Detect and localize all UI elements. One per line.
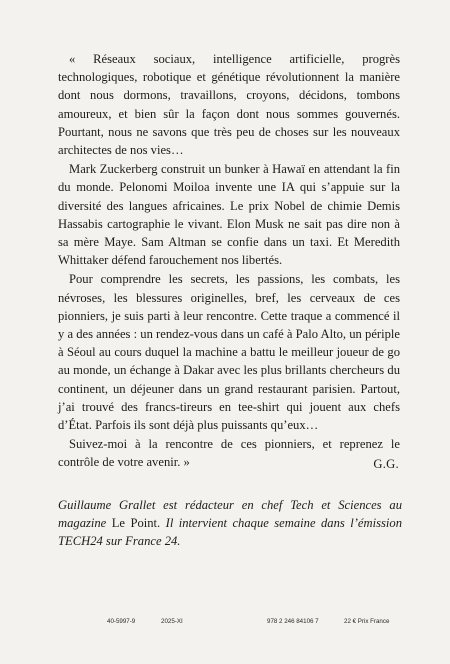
blurb-paragraph-1: « Réseaux sociaux, intelligence artificielle, progrès technologiques, robotique et génétique révolutionnent la manière dont nous dormons, travaillons, croyons, décidons, tombons amoureux, et bien sûr la façon dont nous sommes gouvernés. Pourtant, nous ne savons que très peu de choses sur les nouveaux architectes de nos vies… [58, 52, 400, 158]
blurb [58, 50, 400, 473]
author-bio-text: Guillaume Grallet est rédacteur en chef Tech et Sciences au magazine [58, 498, 402, 531]
print-edition: 2025-XI [161, 618, 183, 625]
product-code: 40-5997-9 [107, 618, 136, 625]
blurb-paragraph-4: Suivez-moi à la rencontre de ces pionniers, et reprenez le contrôle de votre avenir. » [58, 437, 400, 470]
author-bio [58, 496, 402, 551]
blurb-paragraph-3: Pour comprendre les secrets, les passions, les combats, les névroses, les blessures originelles, bref, les cerveaux de ces pionniers, je suis parti à leur rencontre. Cette traque a commencé il y a des années : un rendez-vous dans un café à Palo Alto, un périple à Séoul au cours duquel la machine a battu le meilleur joueur de go au monde, un échange à Dakar avec les plus brillants chercheurs du continent, un déjeuner dans un grand restaurant parisien. Partout, j’ai trouvé des francs-tireurs en tee-shirt qui jouent aux chefs d’État. Parfois ils sont déjà plus puissants qu’eux… [58, 272, 400, 433]
footer [0, 618, 450, 632]
blurb-paragraph-2: Mark Zuckerberg construit un bunker à Hawaï en attendant la fin du monde. Pelonomi Moiloa invente une IA qui s’appuie sur la diversité des langues africaines. Le prix Nobel de chimie Demis Hassabis cartographie le vivant. Elon Musk ne sait pas dire non à sa mère Maye. Sam Altman se confie dans un taxi. Et Meredith Whittaker défend farouchement nos libertés. [58, 162, 400, 268]
isbn: 978 2 246 84106 7 [267, 618, 319, 625]
author-initials: G.G. [373, 457, 399, 471]
author-bio-text-continued: Il intervient chaque semaine dans l’émission TECH24 sur France 24. [58, 516, 402, 549]
price: 22 € Prix France [344, 618, 390, 625]
publication-name: Le Point. [111, 516, 161, 531]
